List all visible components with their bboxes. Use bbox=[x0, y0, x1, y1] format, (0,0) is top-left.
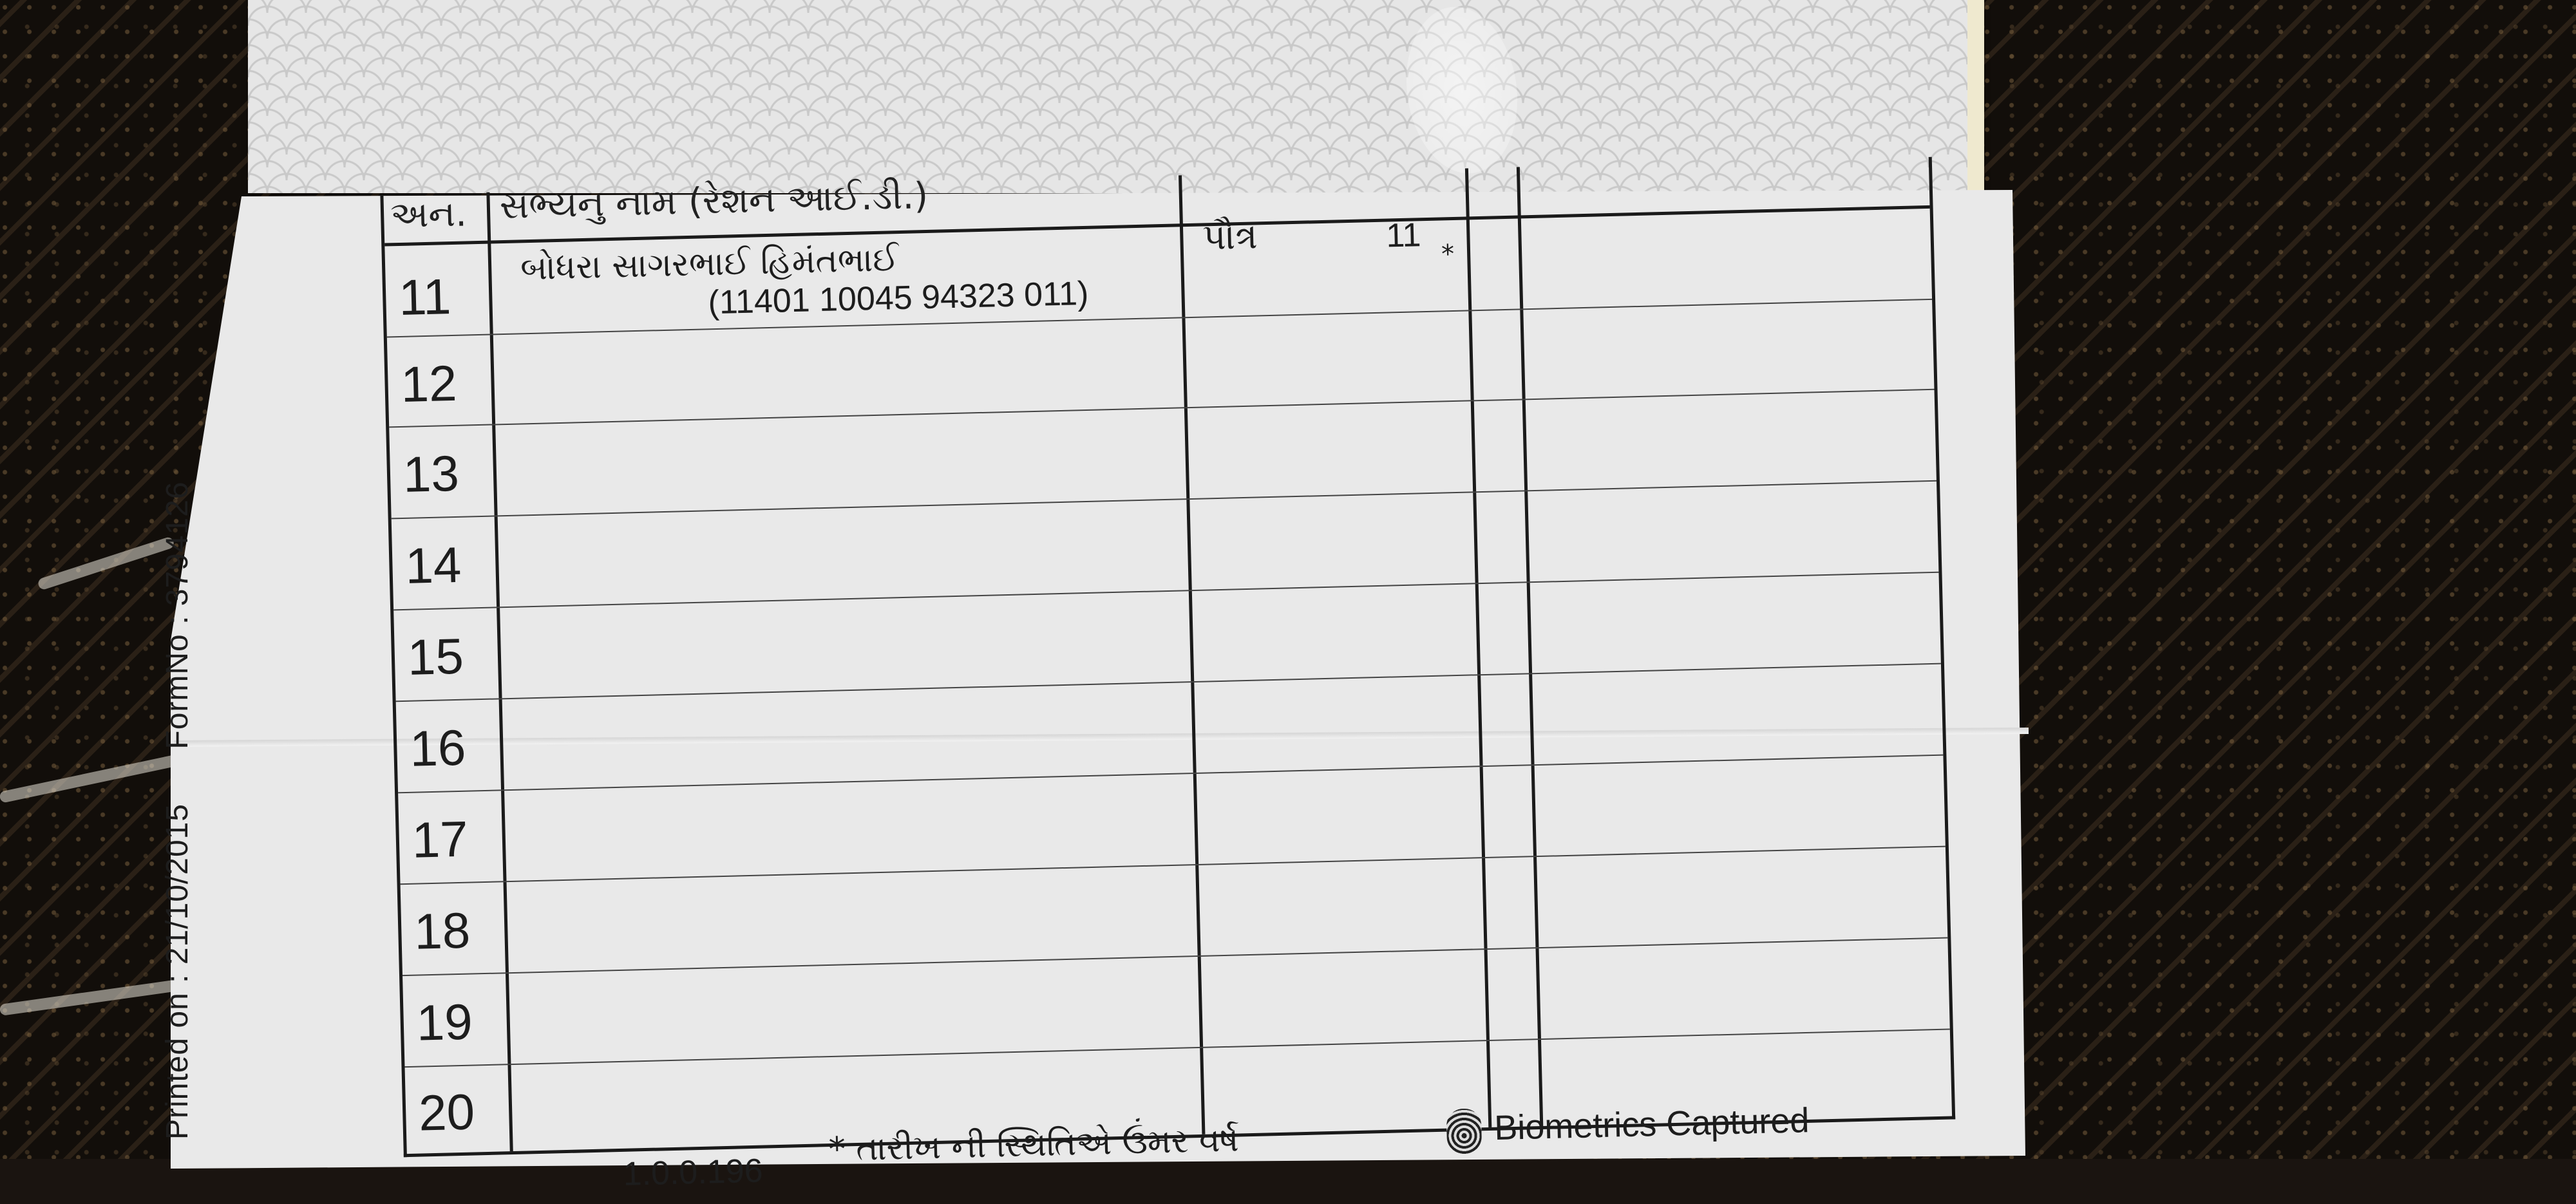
member-sheet bbox=[187, 142, 2045, 1193]
software-version: 1.0.0.196 bbox=[622, 1152, 764, 1193]
member-ration-id: (11401 10045 94323 011) bbox=[707, 274, 1090, 322]
age-footnote: * તારીખ ની સ્થિતિએ ઉંમર વર્ષ bbox=[828, 1120, 1240, 1170]
age-mark: * bbox=[1441, 239, 1455, 270]
row-number: 11 bbox=[398, 268, 452, 326]
row-number: 19 bbox=[415, 993, 473, 1051]
header-name: સભ્યનુ નામ (રેશન આઈ.ડી.) bbox=[499, 174, 929, 228]
row-number: 17 bbox=[411, 810, 469, 869]
printed-on-text: Printed on : 21/10/2015 bbox=[160, 803, 194, 1140]
member-relation: પૌત્ર bbox=[1202, 215, 1258, 259]
row-number: 14 bbox=[404, 536, 462, 594]
side-print bbox=[160, 436, 195, 1140]
biometrics-status bbox=[1446, 1100, 1810, 1154]
emblem-seal bbox=[1396, 0, 1528, 181]
member-age: 11 bbox=[1385, 216, 1422, 255]
row-number: 16 bbox=[409, 719, 467, 777]
row-number: 12 bbox=[400, 354, 458, 413]
fingerprint-icon bbox=[1446, 1108, 1482, 1154]
row-number: 13 bbox=[402, 444, 460, 503]
row-number: 20 bbox=[418, 1083, 476, 1142]
header-serial: અન. bbox=[390, 193, 468, 237]
member-name: બોધરા સાગરભાઈ હિમંતભાઈ bbox=[520, 240, 900, 288]
row-number: 15 bbox=[406, 627, 464, 686]
form-number-text: FormNo : 3794126 bbox=[160, 481, 194, 749]
row-number: 18 bbox=[413, 901, 471, 960]
biometrics-label: Biometrics Captured bbox=[1493, 1101, 1810, 1148]
members-table bbox=[380, 157, 1955, 1157]
